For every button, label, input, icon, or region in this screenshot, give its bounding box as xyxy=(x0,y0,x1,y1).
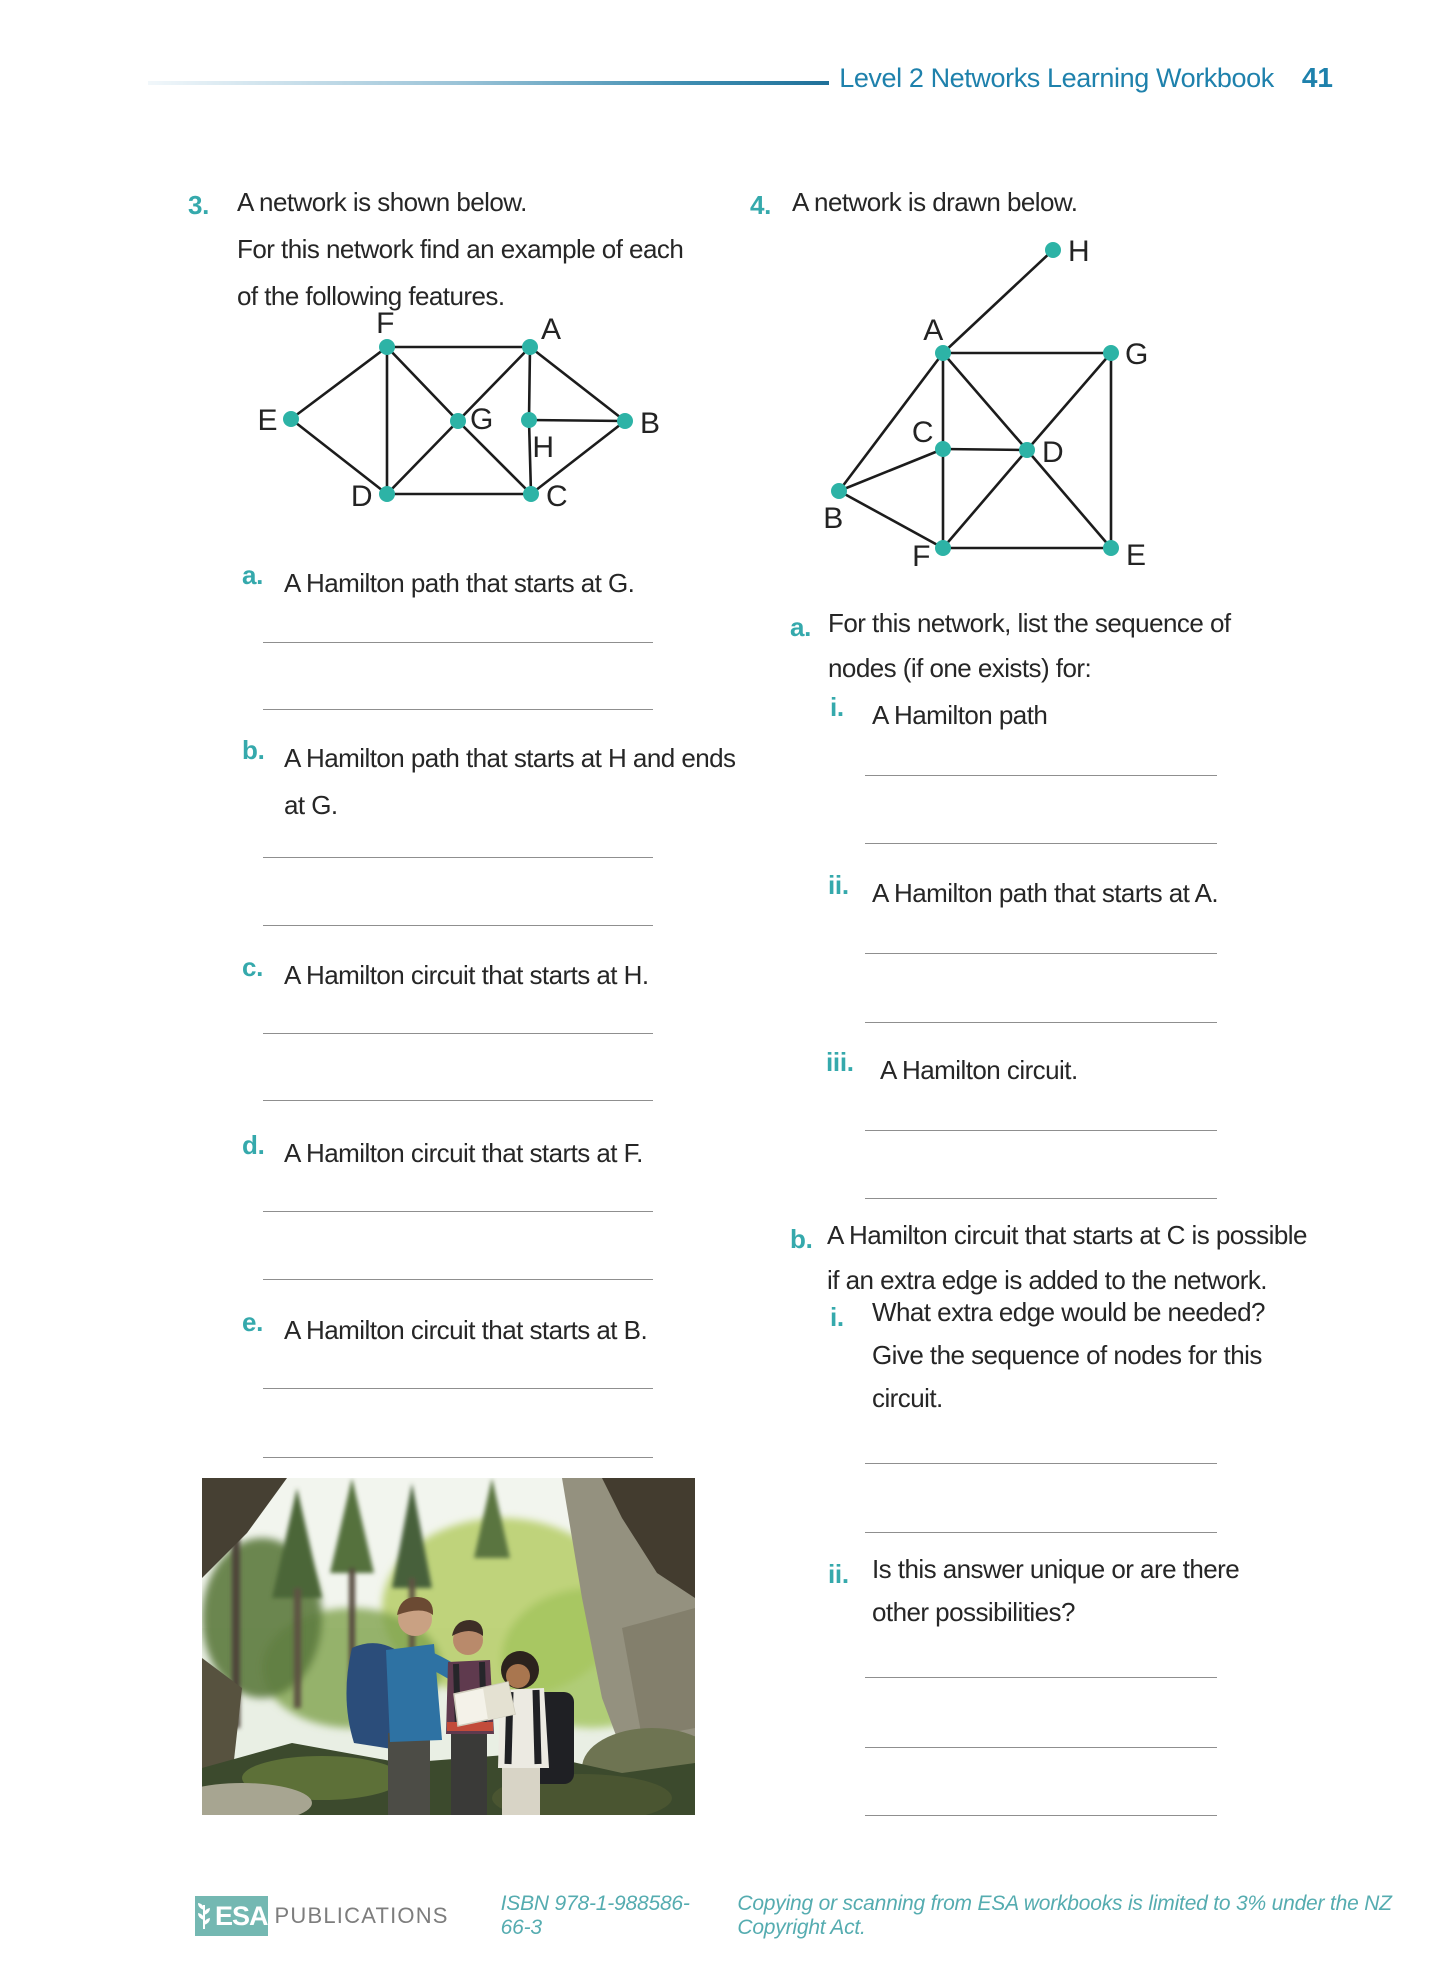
answer-line[interactable] xyxy=(263,1388,653,1389)
node-H xyxy=(1045,242,1061,258)
answer-line[interactable] xyxy=(865,1022,1217,1023)
q3-part-c-text: A Hamilton circuit that starts at H. xyxy=(284,960,649,990)
question-3-intro-line: A network is shown below. xyxy=(237,187,527,217)
node-label-E: E xyxy=(257,404,277,437)
q4-b-i-label: i. xyxy=(830,1302,844,1332)
answer-line[interactable] xyxy=(865,1198,1217,1199)
q3-part-d-label: d. xyxy=(242,1130,265,1160)
header-title: Level 2 Networks Learning Workbook xyxy=(839,63,1274,93)
answer-line[interactable] xyxy=(263,925,653,926)
question-4-number: 4. xyxy=(750,190,772,220)
question-3-intro-line: of the following features. xyxy=(237,281,505,311)
edge-C-D xyxy=(943,449,1027,450)
question-3-intro xyxy=(237,179,683,320)
q3-part-d-text: A Hamilton circuit that starts at F. xyxy=(284,1138,643,1168)
edge-A-H xyxy=(943,250,1053,353)
node-E xyxy=(283,411,299,427)
answer-line[interactable] xyxy=(865,775,1217,776)
node-D xyxy=(379,486,395,502)
edge-D-E xyxy=(1027,450,1111,548)
node-B xyxy=(831,483,847,499)
answer-line[interactable] xyxy=(263,1279,653,1280)
q3-part-e-label: e. xyxy=(242,1307,264,1337)
node-G xyxy=(450,413,466,429)
q4-a-iii-text: A Hamilton circuit. xyxy=(880,1055,1078,1085)
node-C xyxy=(523,486,539,502)
question-3-intro-line: For this network find an example of each xyxy=(237,234,684,264)
edge-A-B xyxy=(530,347,625,421)
node-F xyxy=(379,339,395,355)
hikers-photo-illustration xyxy=(202,1478,695,1815)
node-label-H: H xyxy=(1068,235,1090,268)
q3-part-c-label: c. xyxy=(242,952,264,982)
edge-H-B xyxy=(529,420,625,421)
edge-H-C xyxy=(529,420,531,494)
edge-G-A xyxy=(458,347,530,421)
node-label-D: D xyxy=(350,480,372,513)
answer-line[interactable] xyxy=(263,709,653,710)
answer-line[interactable] xyxy=(865,1815,1217,1816)
q4-part-a-label: a. xyxy=(790,612,812,642)
node-C xyxy=(935,441,951,457)
answer-line[interactable] xyxy=(263,1457,653,1458)
network-diagram-q4 xyxy=(788,222,1163,587)
q3-part-b-label: b. xyxy=(242,735,265,765)
edge-F-E xyxy=(291,347,387,419)
q4-b-ii-text: Is this answer unique or are there other possibilities? xyxy=(872,1554,1240,1627)
page-number: 41 xyxy=(1301,62,1333,93)
node-label-B: B xyxy=(640,407,660,440)
q3-part-b-text: A Hamilton path that starts at H and ends at G. xyxy=(284,743,736,820)
q3-part-a-label: a. xyxy=(242,560,264,590)
answer-line[interactable] xyxy=(263,642,653,643)
node-label-G: G xyxy=(1125,338,1148,371)
node-label-F: F xyxy=(376,307,394,340)
edge-D-G xyxy=(1027,353,1111,450)
q4-a-i-label: i. xyxy=(830,692,844,722)
answer-line[interactable] xyxy=(865,953,1217,954)
esa-logo xyxy=(195,1896,268,1936)
answer-line[interactable] xyxy=(263,1100,653,1101)
page-footer xyxy=(195,1894,1445,1938)
isbn-text: ISBN 978-1-988586-66-3 xyxy=(500,1892,690,1939)
node-label-E: E xyxy=(1126,539,1146,572)
q4-b-ii-label: ii. xyxy=(828,1559,849,1589)
node-label-A: A xyxy=(923,314,943,347)
edge-G-D xyxy=(387,421,458,494)
hikers-photo xyxy=(202,1478,695,1815)
node-G xyxy=(1103,345,1119,361)
esa-logo-text: ESA xyxy=(215,1900,268,1931)
q4-part-b-label: b. xyxy=(790,1224,813,1254)
q4-part-a-text: For this network, list the sequence of nodes (if one exists) for: xyxy=(828,608,1231,683)
edge-A-D xyxy=(943,353,1027,450)
answer-line[interactable] xyxy=(865,1532,1217,1533)
answer-line[interactable] xyxy=(865,1463,1217,1464)
node-label-B: B xyxy=(823,502,843,535)
answer-line[interactable] xyxy=(865,843,1217,844)
node-B xyxy=(617,413,633,429)
leaf-icon xyxy=(195,1901,213,1931)
answer-line[interactable] xyxy=(865,1747,1217,1748)
answer-line[interactable] xyxy=(263,1033,653,1034)
node-label-F: F xyxy=(912,540,930,573)
node-E xyxy=(1103,540,1119,556)
answer-line[interactable] xyxy=(263,857,653,858)
node-label-D: D xyxy=(1042,436,1064,469)
node-H xyxy=(521,412,537,428)
node-label-H: H xyxy=(532,431,554,464)
question-3-number: 3. xyxy=(188,190,210,220)
q3-part-e-text: A Hamilton circuit that starts at B. xyxy=(284,1315,648,1345)
question-4-title: A network is drawn below. xyxy=(792,187,1078,217)
answer-line[interactable] xyxy=(865,1130,1217,1131)
node-label-A: A xyxy=(541,313,561,346)
edge-G-C xyxy=(458,421,531,494)
q4-a-ii-text: A Hamilton path that starts at A. xyxy=(872,878,1219,908)
q4-a-ii-label: ii. xyxy=(828,870,849,900)
publications-label: PUBLICATIONS xyxy=(274,1903,449,1928)
q4-a-iii-label: iii. xyxy=(826,1047,854,1077)
edge-E-D xyxy=(291,419,387,494)
page-header xyxy=(148,62,1333,94)
edge-F-G xyxy=(387,347,458,421)
node-F xyxy=(935,540,951,556)
node-A xyxy=(935,345,951,361)
node-A xyxy=(522,339,538,355)
edge-A-H xyxy=(529,347,530,420)
header-rule xyxy=(148,81,829,85)
q3-part-a-text: A Hamilton path that starts at G. xyxy=(284,568,635,598)
copyright-notice: Copying or scanning from ESA workbooks is limited to 3% under the NZ Copyright Act. xyxy=(737,1892,1392,1939)
q4-b-i-text: What extra edge would be needed? Give the sequence of nodes for this circuit. xyxy=(872,1297,1265,1413)
answer-line[interactable] xyxy=(865,1677,1217,1678)
node-label-C: C xyxy=(546,480,568,513)
edge-D-F xyxy=(943,450,1027,548)
q4-a-i-text: A Hamilton path xyxy=(872,700,1048,730)
network-diagram-q3 xyxy=(250,303,670,518)
q4-part-b-text: A Hamilton circuit that starts at C is possible if an extra edge is added to the network. xyxy=(827,1220,1307,1295)
answer-line[interactable] xyxy=(263,1211,653,1212)
node-D xyxy=(1019,442,1035,458)
node-label-C: C xyxy=(911,416,933,449)
node-label-G: G xyxy=(470,403,493,436)
